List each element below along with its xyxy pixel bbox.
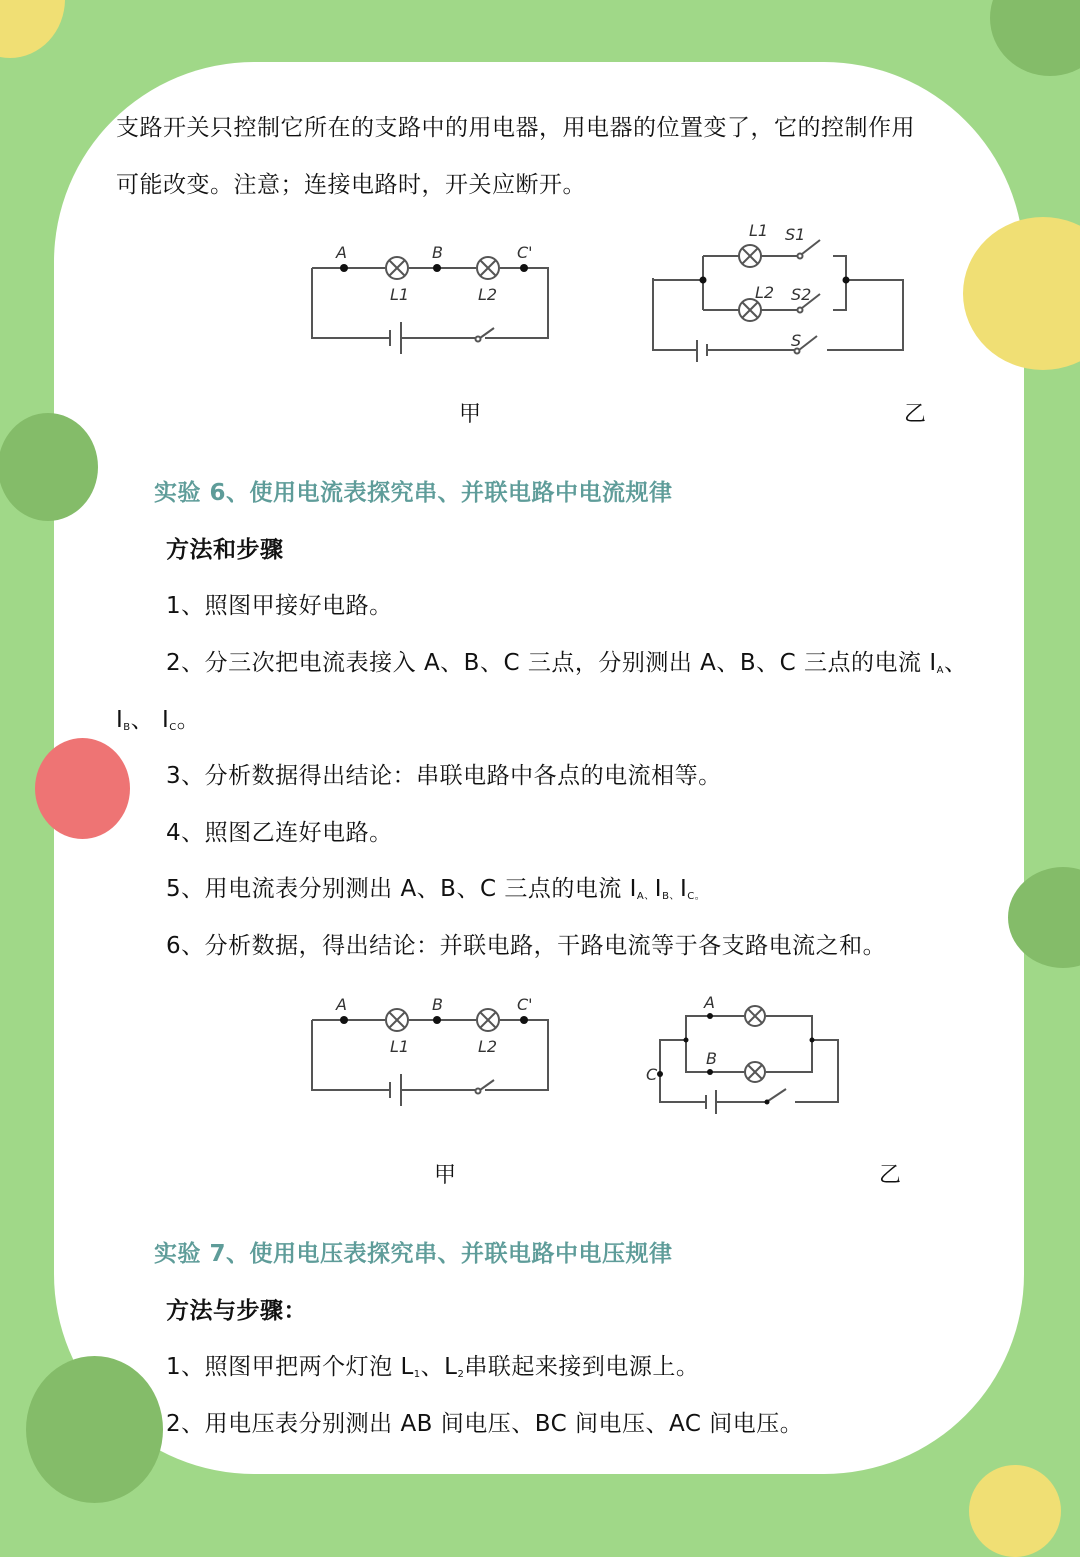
series-circuit-diagram-1 [300,238,560,358]
label-c: C' [517,243,533,262]
green-circle-top-right [990,0,1080,76]
exp7-step-2: 2、用电压表分别测出 AB 间电压、BC 间电压、AC 间电压。 [166,1411,804,1437]
label-l2: L2 [478,285,498,304]
experiment-6-heading: 实验 6、使用电流表探究串、并联电路中电流规律 [154,480,673,506]
caption-yi-1: 乙 [904,402,927,427]
intro-line-2: 可能改变。注意；连接电路时，开关应断开。 [116,172,586,198]
caption-jia-2: 甲 [434,1163,457,1188]
label-l1: L1 [390,1037,410,1056]
exp6-step-2-cont: $I_B$、 $I_C$。 [116,707,201,733]
parallel-circuit-diagram-2 [640,992,860,1117]
experiment-7-subtitle: 方法与步骤： [166,1298,307,1324]
label-b: B [706,1049,717,1068]
yellow-circle-top-left [0,0,65,58]
label-l1: L1 [390,285,410,304]
exp7-step-1: 1、照图甲把两个灯泡 $L_1$、$L_2$串联起来接到电源上。 [166,1354,700,1380]
label-b: B [432,243,443,262]
series-circuit-diagram-2 [300,990,560,1110]
exp6-step-6: 6、分析数据，得出结论：并联电路，干路电流等于各支路电流之和。 [166,933,887,959]
label-b: B [432,995,443,1014]
red-circle-left [35,738,130,839]
label-c: C' [517,995,533,1014]
green-circle-left [0,413,98,521]
label-s2: S2 [791,285,812,304]
exp6-step-4: 4、照图乙连好电路。 [166,820,393,846]
caption-yi-2: 乙 [879,1163,902,1188]
label-s: S [791,331,802,350]
label-c: C [646,1065,658,1084]
exp6-step-2: 2、分三次把电流表接入 A、B、C 三点，分别测出 A、B、C 三点的电流 $I_A$、 [166,650,968,676]
exp6-step-5: 5、用电流表分别测出 A、B、C 三点的电流 $I_{A、}I_{B、}I_{C。}$ [166,876,706,902]
parallel-circuit-diagram-1 [645,218,915,368]
exp6-step-3: 3、分析数据得出结论：串联电路中各点的电流相等。 [166,763,722,789]
experiment-7-heading: 实验 7、使用电压表探究串、并联电路中电压规律 [154,1241,673,1267]
label-s1: S1 [785,225,806,244]
exp6-step-1: 1、照图甲接好电路。 [166,593,393,619]
yellow-circle-bottom-right [969,1465,1061,1557]
label-l2: L2 [755,283,775,302]
experiment-6-subtitle: 方法和步骤 [166,537,284,563]
label-l1: L1 [749,221,769,240]
green-circle-bottom-left [26,1356,163,1503]
caption-jia-1: 甲 [459,402,482,427]
label-l2: L2 [478,1037,498,1056]
label-a: A [704,993,715,1012]
label-a: A [336,995,347,1014]
label-a: A [336,243,347,262]
intro-line-1: 支路开关只控制它所在的支路中的用电器，用电器的位置变了，它的控制作用 [116,115,915,141]
